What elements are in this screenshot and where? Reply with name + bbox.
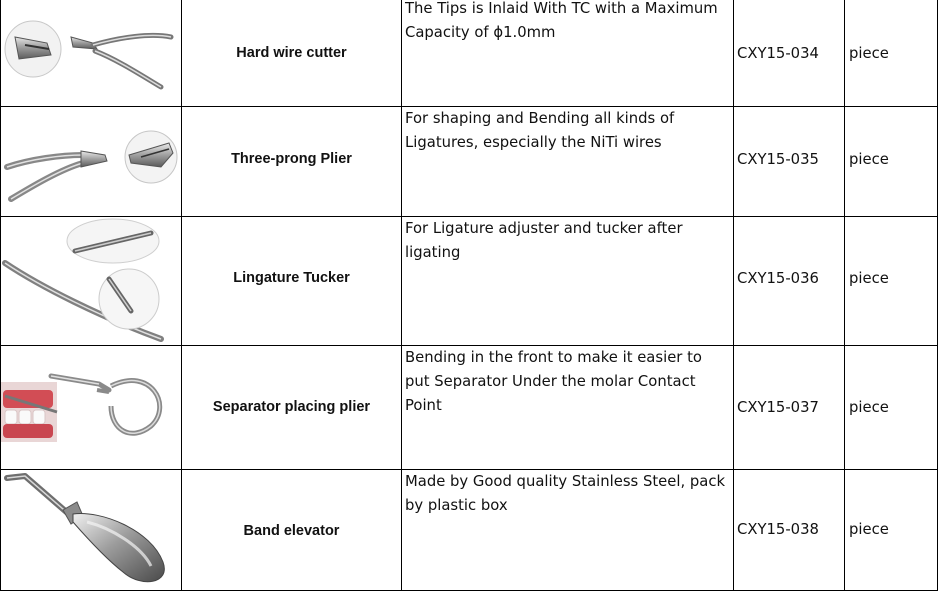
- ligature-tucker-icon: [1, 217, 182, 344]
- product-name: Band elevator: [243, 523, 340, 539]
- product-description: For Ligature adjuster and tucker after ligating: [405, 220, 683, 261]
- product-name-cell: [182, 346, 402, 470]
- product-code: CXY15-038: [737, 521, 819, 538]
- product-description-cell: [402, 346, 734, 470]
- table-row: [1, 346, 938, 470]
- product-description: Made by Good quality Stainless Steel, pack by plastic box: [405, 473, 726, 514]
- product-unit: piece: [849, 399, 889, 416]
- three-prong-plier-icon: [1, 107, 182, 215]
- product-description: Bending in the front to make it easier to put Separator Under the molar Contact Point: [405, 349, 702, 414]
- product-code-cell: [734, 0, 845, 107]
- product-unit: piece: [849, 521, 889, 538]
- product-name-cell: [182, 217, 402, 346]
- product-unit: piece: [849, 151, 889, 168]
- product-image-cell: [1, 346, 182, 470]
- table-row: [1, 0, 938, 107]
- product-unit: piece: [849, 270, 889, 287]
- separator-placing-plier-icon: [1, 346, 182, 468]
- hard-wire-cutter-icon: [1, 0, 182, 105]
- product-description: The Tips is Inlaid With TC with a Maximum Capacity of ϕ1.0mm: [405, 0, 718, 41]
- product-description-cell: [402, 0, 734, 107]
- product-image-cell: [1, 0, 182, 107]
- band-elevator-icon: [1, 470, 182, 589]
- product-description-cell: [402, 470, 734, 591]
- product-code: CXY15-036: [737, 270, 819, 287]
- product-name-cell: [182, 0, 402, 107]
- table-row: [1, 217, 938, 346]
- product-code-cell: [734, 470, 845, 591]
- product-unit-cell: [845, 107, 938, 217]
- product-name-cell: [182, 470, 402, 591]
- table-row: [1, 107, 938, 217]
- product-name: Separator placing plier: [212, 399, 371, 415]
- product-unit-cell: [845, 346, 938, 470]
- product-name: Three-prong Plier: [231, 151, 352, 167]
- product-description: For shaping and Bending all kinds of Ligatures, especially the NiTi wires: [405, 110, 675, 151]
- product-name-cell: [182, 107, 402, 217]
- product-image-cell: [1, 217, 182, 346]
- product-unit-cell: [845, 217, 938, 346]
- table-row: [1, 470, 938, 591]
- product-unit-cell: [845, 0, 938, 107]
- product-image-cell: [1, 470, 182, 591]
- product-code: CXY15-034: [737, 45, 819, 62]
- product-unit-cell: [845, 470, 938, 591]
- product-description-cell: [402, 107, 734, 217]
- product-code: CXY15-037: [737, 399, 819, 416]
- product-code-cell: [734, 217, 845, 346]
- product-name: Hard wire cutter: [236, 45, 347, 61]
- product-code-cell: [734, 346, 845, 470]
- product-code: CXY15-035: [737, 151, 819, 168]
- product-code-cell: [734, 107, 845, 217]
- product-name: Lingature Tucker: [233, 270, 350, 286]
- product-unit: piece: [849, 45, 889, 62]
- product-description-cell: [402, 217, 734, 346]
- product-image-cell: [1, 107, 182, 217]
